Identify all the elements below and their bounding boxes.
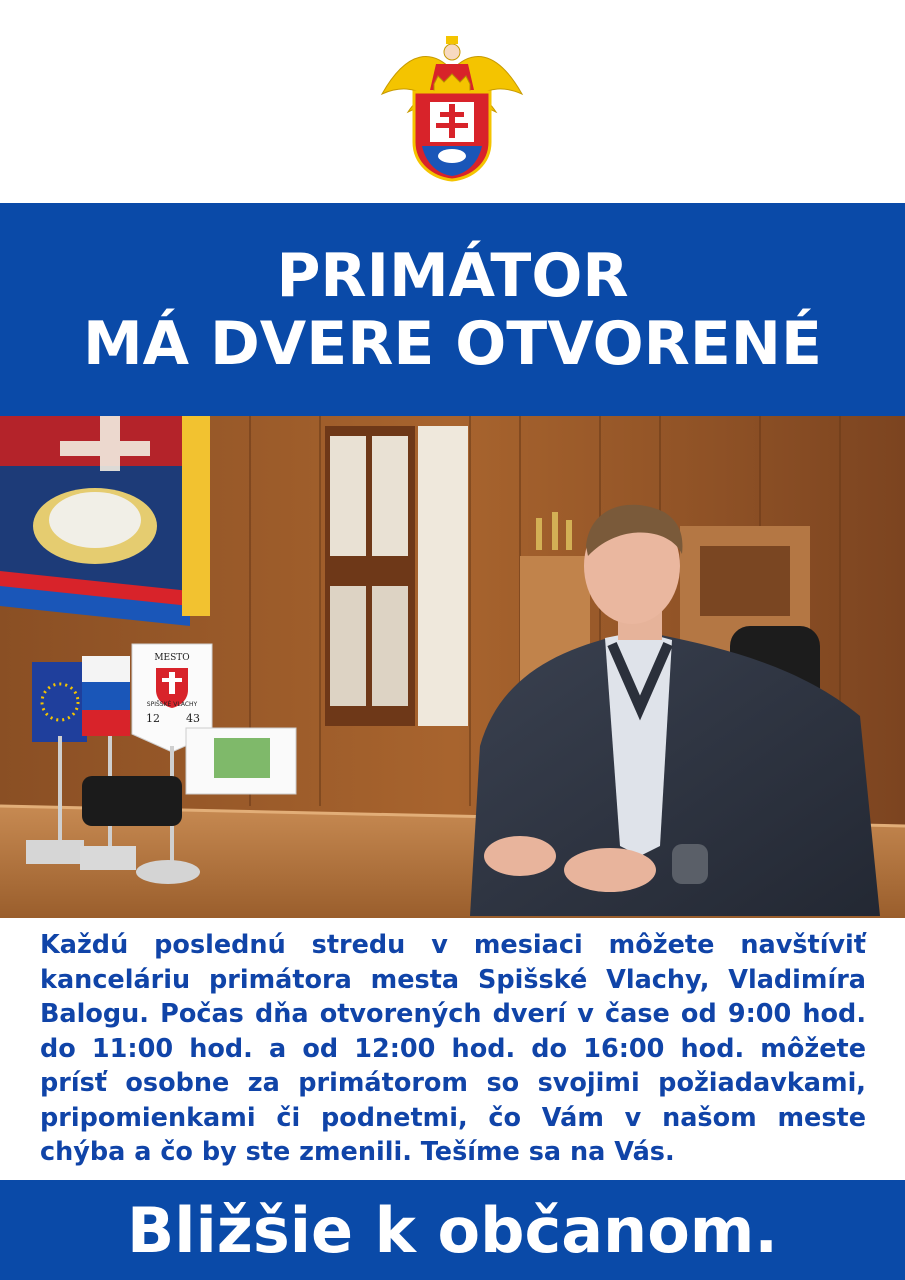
office-scene bbox=[0, 416, 905, 918]
title-line-1: PRIMÁTOR bbox=[276, 240, 629, 311]
city-coat-of-arms-icon bbox=[378, 30, 526, 182]
slogan: Bližšie k občanom. bbox=[127, 1193, 778, 1267]
title-banner bbox=[0, 203, 905, 416]
crest-header bbox=[0, 0, 905, 203]
pennant-ribbon-text: SPIŠSKÉ VLACHY bbox=[146, 701, 198, 708]
footer-banner bbox=[0, 1180, 905, 1280]
title-line-2: MÁ DVERE OTVORENÉ bbox=[82, 308, 823, 379]
pennant-right-number: 43 bbox=[186, 712, 200, 725]
announcement-paragraph: Každú poslednú stredu v mesiaci môžete navštíviť kanceláriu primátora mesta Spišské Vlachy, Vladimíra Balogu. Počas dňa otvorených dverí v čase od 9:00 hod. do 11:00 hod. a od 12:00 hod. do 16:00 hod. môžete prísť osobne za primátorom so svojimi požiadavkami, pripomienkami či podnetmi, čo Vám v našom meste chýba a čo by ste zmenili. Tešíme sa na Vás. bbox=[40, 930, 866, 1167]
pennant-left-number: 12 bbox=[146, 712, 160, 725]
mayor-office-photo bbox=[0, 416, 905, 918]
pennant-top-text: MESTO bbox=[154, 653, 190, 663]
